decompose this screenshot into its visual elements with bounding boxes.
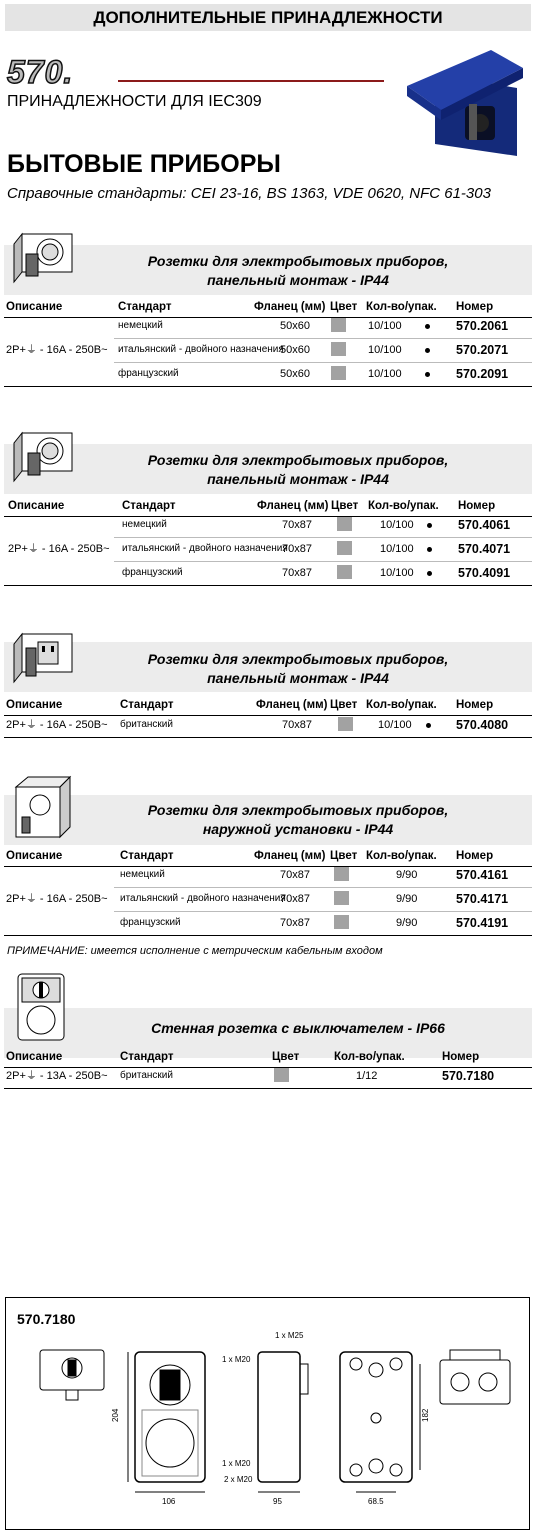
- bullet-icon: [425, 324, 430, 329]
- group-title-line2: наружной установки - IP44: [202, 821, 394, 837]
- dim-gland-m25: 1 x M25: [275, 1331, 304, 1340]
- col-header-color: Цвет: [330, 699, 358, 711]
- row-flange: 70x87: [280, 917, 310, 929]
- row-standard: немецкий: [120, 869, 165, 880]
- col-header-qty: Кол-во/упак.: [368, 500, 439, 512]
- group-title-line1: Розетки для электробытовых приборов,: [147, 802, 449, 818]
- dim-fixing-182: 182: [421, 1408, 430, 1422]
- bullet-icon: [426, 723, 431, 728]
- row-divider: [114, 561, 532, 562]
- color-swatch: [337, 517, 352, 531]
- col-header-number: Номер: [458, 500, 496, 512]
- group-title-line2: панельный монтаж - IP44: [207, 471, 389, 487]
- col-header-standard: Стандарт: [120, 1051, 174, 1063]
- row-flange: 70x87: [282, 543, 312, 555]
- col-header-qty: Кол-во/упак.: [366, 699, 437, 711]
- socket-thumbnail-icon: [8, 628, 76, 694]
- col-header-description: Описание: [6, 301, 63, 313]
- row-divider: [114, 338, 532, 339]
- color-swatch: [334, 867, 349, 881]
- row-qty: 9/90: [396, 917, 418, 929]
- row-number: 570.2071: [456, 343, 509, 357]
- socket-thumbnail-icon: [8, 425, 76, 491]
- row-number: 570.4191: [456, 916, 509, 930]
- group-title-line2: панельный монтаж - IP44: [207, 272, 389, 288]
- header-rule: [4, 516, 532, 517]
- row-flange: 70x87: [280, 893, 310, 905]
- row-standard: итальянский - двойного назначения: [122, 543, 288, 554]
- socket-thumbnail-icon: [8, 228, 76, 294]
- row-qty: 10/100: [368, 344, 402, 356]
- row-flange: 50x60: [280, 344, 310, 356]
- dim-gland-2xm20: 2 x M20: [224, 1475, 253, 1484]
- col-header-flange: Фланец (мм): [257, 500, 329, 512]
- table-bottom-rule: [4, 737, 532, 738]
- drawing-top-view: [40, 1350, 104, 1400]
- color-swatch: [334, 891, 349, 905]
- row-standard: итальянский - двойного назначения: [118, 344, 284, 355]
- table-bottom-rule: [4, 1088, 532, 1089]
- technical-drawing: [10, 1330, 526, 1526]
- drawing-side-view: [258, 1352, 308, 1492]
- switched-socket-thumbnail-icon: [12, 972, 70, 1042]
- row-flange: 70x87: [282, 719, 312, 731]
- row-standard: итальянский - двойного назначения: [120, 893, 286, 904]
- drawing-bottom-view: [440, 1350, 510, 1404]
- row-qty: 9/90: [396, 893, 418, 905]
- row-divider: [114, 887, 532, 888]
- dim-width-106: 106: [162, 1497, 176, 1506]
- row-flange: 50x60: [280, 368, 310, 380]
- row-qty: 10/100: [380, 567, 414, 579]
- note-text: ПРИМЕЧАНИЕ: имеется исполнение с метрическим кабельным входом: [7, 945, 383, 957]
- bullet-icon: [427, 571, 432, 576]
- drawing-front-view: [128, 1352, 205, 1492]
- color-swatch: [334, 915, 349, 929]
- row-flange: 70x87: [282, 519, 312, 531]
- row-description: 2P+⏚ - 16A - 250B~: [6, 893, 108, 905]
- row-number: 570.4071: [458, 542, 511, 556]
- drawing-label: 570.7180: [17, 1311, 76, 1327]
- header-rule: [4, 715, 532, 716]
- col-header-qty: Кол-во/упак.: [366, 850, 437, 862]
- col-header-number: Номер: [456, 301, 494, 313]
- row-divider: [114, 911, 532, 912]
- row-number: 570.2061: [456, 319, 509, 333]
- color-swatch: [337, 565, 352, 579]
- col-header-number: Номер: [456, 850, 494, 862]
- bullet-icon: [425, 372, 430, 377]
- col-header-color: Цвет: [330, 850, 358, 862]
- row-number: 570.4161: [456, 868, 509, 882]
- col-header-standard: Стандарт: [122, 500, 176, 512]
- col-header-flange: Фланец (мм): [254, 850, 326, 862]
- group-title-line1: Розетки для электробытовых приборов,: [147, 253, 449, 269]
- dim-height-204: 204: [111, 1408, 120, 1422]
- row-qty: 1/12: [356, 1070, 378, 1082]
- row-number: 570.4091: [458, 566, 511, 580]
- col-header-standard: Стандарт: [120, 850, 174, 862]
- row-qty: 10/100: [380, 543, 414, 555]
- dim-fixing-68-5: 68.5: [368, 1497, 384, 1506]
- col-header-description: Описание: [6, 699, 63, 711]
- bullet-icon: [425, 348, 430, 353]
- product-photo: [405, 44, 525, 162]
- row-flange: 70x87: [280, 869, 310, 881]
- series-code: 570.: [7, 54, 74, 90]
- row-qty: 10/100: [380, 519, 414, 531]
- group-title: Стенная розетка с выключателем - IP66: [151, 1020, 445, 1036]
- group-title-line2: панельный монтаж - IP44: [207, 670, 389, 686]
- table-bottom-rule: [4, 386, 532, 387]
- col-header-number: Номер: [456, 699, 494, 711]
- color-swatch: [331, 318, 346, 332]
- row-number: 570.2091: [456, 367, 509, 381]
- bullet-icon: [427, 523, 432, 528]
- color-swatch: [331, 366, 346, 380]
- color-swatch: [274, 1068, 289, 1082]
- row-standard: немецкий: [122, 519, 167, 530]
- col-header-qty: Кол-во/упак.: [334, 1051, 405, 1063]
- row-standard: французский: [120, 917, 181, 928]
- series-subtitle: ПРИНАДЛЕЖНОСТИ ДЛЯ IEC309: [7, 93, 262, 110]
- row-qty: 10/100: [378, 719, 412, 731]
- col-header-color: Цвет: [331, 500, 359, 512]
- row-number: 570.7180: [442, 1069, 495, 1083]
- header-rule: [4, 1067, 532, 1068]
- col-header-description: Описание: [6, 850, 63, 862]
- table-bottom-rule: [4, 585, 532, 586]
- row-standard: британский: [120, 1070, 173, 1081]
- row-description: 2P+⏚ - 16A - 250B~: [8, 543, 110, 555]
- row-standard: французский: [118, 368, 179, 379]
- section-title: БЫТОВЫЕ ПРИБОРЫ: [7, 150, 281, 178]
- row-description: 2P+⏚ - 16A - 250B~: [6, 719, 108, 731]
- col-header-color: Цвет: [330, 301, 358, 313]
- row-divider: [114, 537, 532, 538]
- col-header-flange: Фланец (мм): [254, 301, 326, 313]
- bullet-icon: [427, 547, 432, 552]
- col-header-number: Номер: [442, 1051, 480, 1063]
- row-qty: 9/90: [396, 869, 418, 881]
- col-header-description: Описание: [6, 1051, 63, 1063]
- group-title-line1: Розетки для электробытовых приборов,: [147, 651, 449, 667]
- row-standard: французский: [122, 567, 183, 578]
- row-standard: британский: [120, 719, 173, 730]
- top-band-title: ДОПОЛНИТЕЛЬНЫЕ ПРИНАДЛЕЖНОСТИ: [5, 4, 531, 31]
- row-number: 570.4061: [458, 518, 511, 532]
- dim-depth-95: 95: [273, 1497, 282, 1506]
- row-qty: 10/100: [368, 368, 402, 380]
- header-rule: [4, 317, 532, 318]
- box-socket-thumbnail-icon: [8, 775, 76, 841]
- drawing-back-view: [340, 1352, 420, 1492]
- col-header-standard: Стандарт: [118, 301, 172, 313]
- color-swatch: [337, 541, 352, 555]
- row-description: 2P+⏚ - 16A - 250B~: [6, 344, 108, 356]
- row-flange: 70x87: [282, 567, 312, 579]
- red-rule: [118, 80, 384, 82]
- col-header-standard: Стандарт: [120, 699, 174, 711]
- group-title-line1: Розетки для электробытовых приборов,: [147, 452, 449, 468]
- row-flange: 50x60: [280, 320, 310, 332]
- row-description: 2P+⏚ - 13A - 250B~: [6, 1070, 108, 1082]
- col-header-flange: Фланец (мм): [256, 699, 328, 711]
- reference-standards: Справочные стандарты: CEI 23-16, BS 1363, VDE 0620, NFC 61-303: [7, 185, 491, 202]
- row-number: 570.4171: [456, 892, 509, 906]
- col-header-qty: Кол-во/упак.: [366, 301, 437, 313]
- col-header-color: Цвет: [272, 1051, 300, 1063]
- row-number: 570.4080: [456, 718, 509, 732]
- col-header-description: Описание: [8, 500, 65, 512]
- row-standard: немецкий: [118, 320, 163, 331]
- table-bottom-rule: [4, 935, 532, 936]
- color-swatch: [338, 717, 353, 731]
- header-rule: [4, 866, 532, 867]
- dim-gland-m20-top: 1 x M20: [222, 1355, 251, 1364]
- color-swatch: [331, 342, 346, 356]
- dim-gland-m20-bottom: 1 x M20: [222, 1459, 251, 1468]
- row-divider: [114, 362, 532, 363]
- row-qty: 10/100: [368, 320, 402, 332]
